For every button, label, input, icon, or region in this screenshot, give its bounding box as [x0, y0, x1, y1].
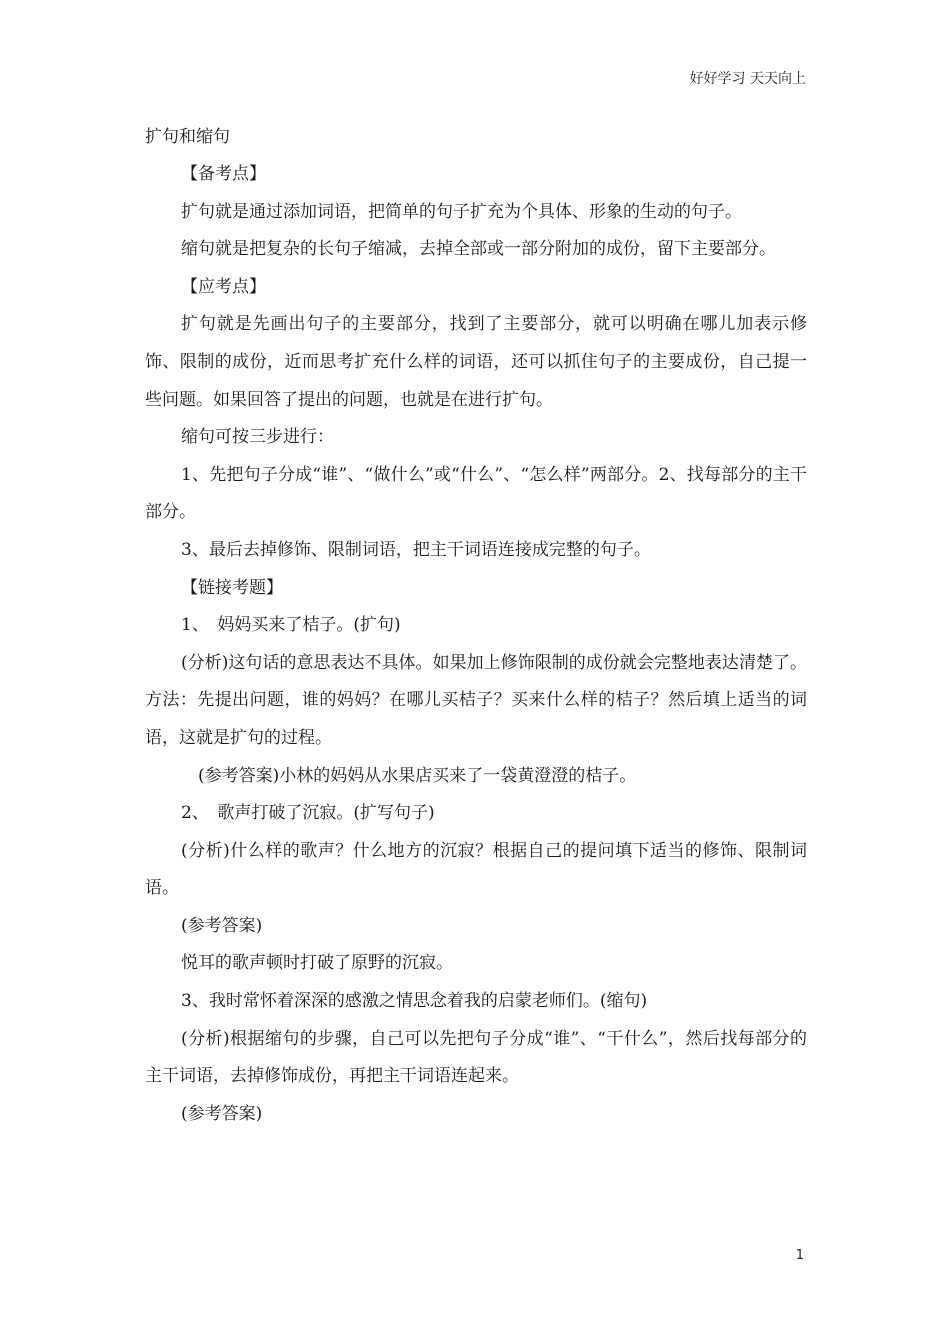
question-2-answer-label: (参考答案) [181, 915, 263, 936]
document-body [145, 156, 807, 1133]
question-1-answer: (参考答案)小林的妈妈从水果店买来了一袋黄澄澄的桔子。 [181, 765, 637, 786]
paragraph-expand-method: 扩句就是先画出句子的主要部分，找到了主要部分，就可以明确在哪儿加表示修饰、限制的成份，近而思考扩充什么样的词语，还可以抓住句子的主要成份，自己提一些问题。如果回答了提出的问题，也就是在进行扩句。 [145, 314, 807, 410]
page-number: 1 [795, 1248, 804, 1263]
question-3-analysis: (分析)根据缩句的步骤，自己可以先把句子分成“谁”、“干什么”，然后找每部分的主干词语，去掉修饰成份，再把主干词语连起来。 [145, 1028, 807, 1087]
document-title: 扩句和缩句 [145, 127, 230, 147]
paragraph-expand-definition: 扩句就是通过添加词语，把简单的句子扩充为个具体、形象的生动的句子。 [181, 201, 742, 222]
question-1-analysis: (分析)这句话的意思表达不具体。如果加上修饰限制的成份就会完整地表达清楚了。方法：先提出问题，谁的妈妈？在哪儿买桔子？买来什么样的桔子？然后填上适当的词语，这就是扩句的过程。 [145, 652, 807, 748]
question-2-analysis: (分析)什么样的歌声？什么地方的沉寂？根据自己的提问填下适当的修饰、限制词语。 [145, 840, 807, 899]
section-heading-preparation: 【备考点】 [181, 164, 266, 184]
question-2: 2、 歌声打破了沉寂。(扩写句子) [181, 803, 435, 824]
section-heading-exam-points: 【应考点】 [181, 276, 266, 297]
paragraph-step-1-2: 1、先把句子分成“谁”、“做什么”或“什么”、“怎么样”两部分。2、找每部分的主干部分。 [145, 464, 807, 523]
page-header: 好好学习 天天向上 [689, 71, 806, 87]
question-2-answer: 悦耳的歌声顿时打破了原野的沉寂。 [181, 953, 453, 974]
section-heading-linked-questions: 【链接考题】 [181, 577, 283, 598]
question-1: 1、 妈妈买来了桔子。(扩句) [181, 615, 401, 636]
question-3: 3、我时常怀着深深的感激之情思念着我的启蒙老师们。(缩句) [181, 991, 648, 1012]
paragraph-shorten-steps-intro: 缩句可按三步进行： [181, 427, 334, 448]
paragraph-step-3: 3、最后去掉修饰、限制词语，把主干词语连接成完整的句子。 [181, 539, 651, 560]
paragraph-shorten-definition: 缩句就是把复杂的长句子缩减，去掉全部或一部分附加的成份，留下主要部分。 [181, 239, 776, 260]
question-3-answer-label: (参考答案) [181, 1103, 263, 1124]
